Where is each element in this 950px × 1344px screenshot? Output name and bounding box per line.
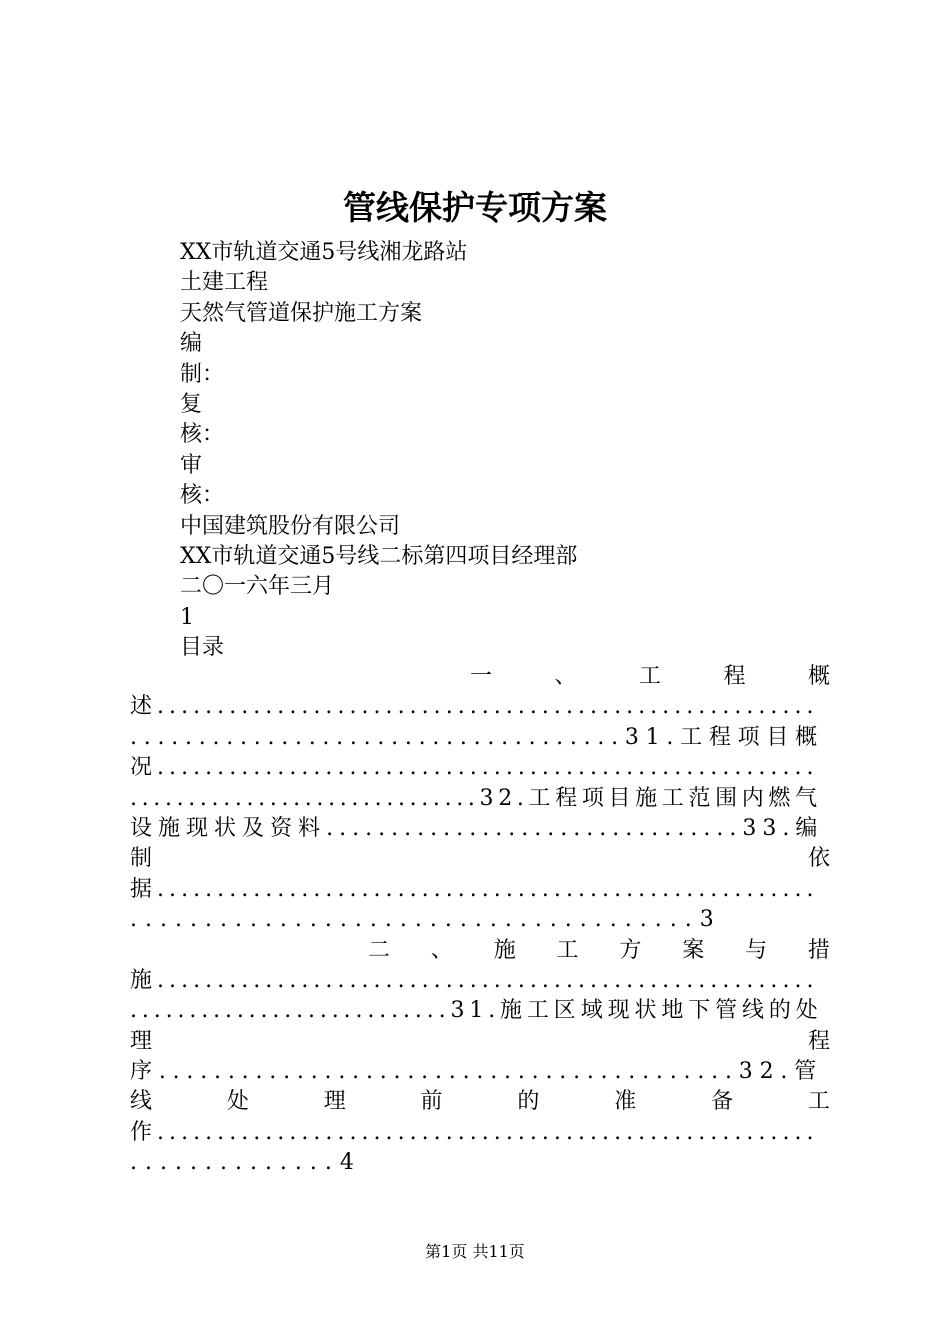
toc-line: ......................................3: [130, 907, 722, 933]
toc-line: 一 、 工 程 概: [470, 664, 830, 689]
toc-heading: 目录: [180, 635, 225, 661]
front-line: 复: [180, 391, 203, 417]
front-line: 天然气管道保护施工方案: [180, 300, 423, 326]
toc-line: ..............4: [130, 1150, 362, 1176]
front-line: 编: [180, 331, 203, 357]
front-line: 1: [180, 604, 194, 630]
front-line: 二〇一六年三月: [180, 574, 335, 600]
front-matter: [180, 238, 577, 663]
front-line: 制：: [180, 361, 225, 387]
toc-line: 设施现状及资料................................33.编: [130, 815, 824, 841]
toc-line: 述.......................................................: [130, 694, 819, 720]
front-line: XX市轨道交通5号线二标第四项目经理部: [180, 543, 578, 569]
document-title: 管线保护专项方案: [343, 188, 607, 227]
page-footer: 第1页 共11页: [425, 1242, 525, 1261]
toc-line: 序..........................................32.管: [130, 1059, 824, 1085]
toc-line: ..............................32.工程项目施工范围内燃气: [130, 785, 822, 811]
toc-line: 据.......................................................: [130, 876, 819, 902]
toc-line: ...........................31.施工区域现状地下管线的处: [130, 998, 823, 1024]
toc-line: 作.......................................................: [130, 1119, 819, 1145]
front-line: 核：: [180, 422, 225, 448]
front-line: XX市轨道交通5号线湘龙路站: [180, 240, 468, 265]
toc-line: 理 程: [130, 1028, 830, 1054]
front-line: 中国建筑股份有限公司: [180, 513, 401, 539]
toc-line: 况.......................................................: [130, 755, 819, 781]
toc-line: 施.......................................................: [130, 967, 819, 993]
front-line: 土建工程: [180, 270, 269, 296]
toc-line: ....................................31.工程项目概: [130, 724, 824, 750]
table-of-contents: [130, 662, 830, 1179]
front-line: 核：: [180, 483, 225, 509]
front-line: 审: [180, 452, 203, 478]
toc-line: 二 、 施 工 方 案 与 措: [368, 937, 830, 963]
toc-line: 线 处 理 前 的 准 备 工: [130, 1089, 830, 1115]
toc-line: 制 依: [130, 846, 830, 872]
